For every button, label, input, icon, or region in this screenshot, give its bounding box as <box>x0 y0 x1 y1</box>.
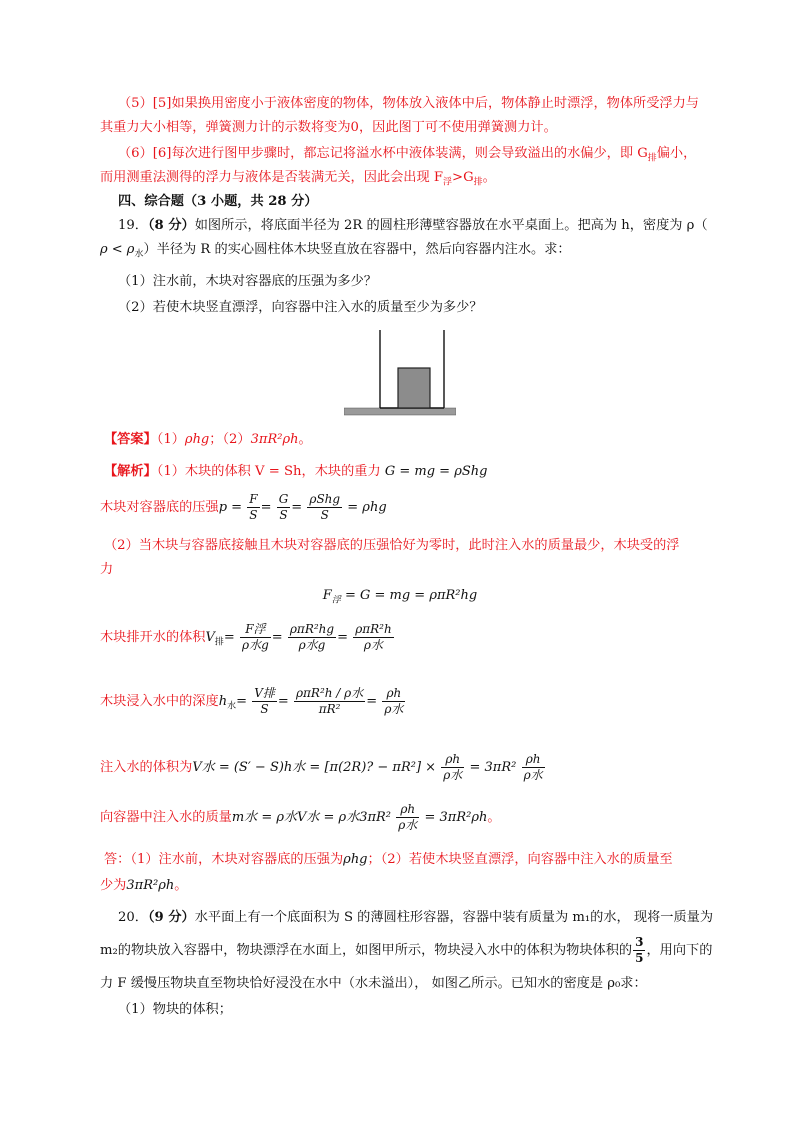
buoyancy-equation: $F_浮 = G$ = mg = ρπR²hg <box>322 588 478 606</box>
container-figure <box>344 326 456 418</box>
sub-question: （1）注水前，木块对容器底的压强为多少？ <box>118 274 377 289</box>
final-answer-line: 答：（1）注水前，木块对容器底的压强为ρhg；（2）若使木块竖直漂浮，向容器中注入水的质量至 <box>104 852 673 867</box>
section-heading: 四、综合题（3 小题，共 28 分） <box>118 194 318 209</box>
text-line: $\rho < \rho_水$）半径为 R 的实心圆柱体木块竖直放在容器中，然后向容器内注水。求： <box>100 242 571 260</box>
sub-question: （2）若使木块竖直漂浮，向容器中注入水的质量至少为多少？ <box>118 300 483 315</box>
text-line: m₂的物块放入容器中，物块漂浮在水面上，如图甲所示，物块浸入水中的体积为物块体积的 $\frac{3}{5}$ ，用向下的 <box>100 935 713 965</box>
wood-block <box>398 368 430 408</box>
text-line: 其重力大小相等，弹簧测力计的示数将变为0，因此图丁可不使用弹簧测力计。 <box>100 120 557 135</box>
text-line: （6）[6]每次进行图甲步骤时，都忘记将溢水杯中液体装满，则会导致溢出的水偏少，即 $G_排$偏小， <box>118 146 697 164</box>
water-volume-equation: 注入水的体积为V水 = (S′ − S)h水 = [π(2R)? − πR²] × $\frac{\rho h}{\text{ρ水}}$ = 3πR² $\frac{\rho h}{\text{ρ水}}$ <box>100 752 543 782</box>
displaced-volume-equation: 木块排开水的体积$V_排=$ $\frac{\text{F浮}}{\text{ρ水g}}$ = $\frac{\text{ρπR²hg}}{\text{ρ水g}}$ = $\frac{\text{ρπR²h}}{\text{ρ水}}$ <box>100 622 392 652</box>
table-surface <box>344 408 456 415</box>
explanation-line: 【解析】（1）木块的体积 V = Sh，木块的重力 G = mg = ρShg <box>104 464 488 479</box>
text-line: 而用测重法测得的浮力与液体是否装满无关，因此会出现 $F_浮>G_排$。 <box>100 170 496 188</box>
depth-equation: 木块浸入水中的深度$h_水=$ $\frac{\text{V排}}{S}$ = $\frac{\text{ρπR²h / ρ水}}{\text{πR²}}$ = $\frac{\rho h}{\text{ρ水}}$ <box>100 686 404 716</box>
answer-line: 【答案】（1）ρhg；（2）3πR²ρh。 <box>104 432 312 447</box>
sub-question: （1）物块的体积； <box>118 1002 232 1017</box>
final-answer-line: 少为3πR²ρh。 <box>100 878 188 893</box>
text-line: （2）当木块与容器底接触且木块对容器底的压强恰好为零时，此时注入水的质量最少，木块受的浮 <box>104 538 680 553</box>
water-mass-equation: 向容器中注入水的质量m水 = ρ水V水 = ρ水3πR² $\frac{\rho h}{\text{ρ水}}$ = 3πR²ρh。 <box>100 802 501 832</box>
text-line: 力 <box>100 562 114 577</box>
text-line: 力 F 缓慢压物块直至物块恰好浸没在水中（水未溢出）， 如图乙所示。已知水的密度是 ρ₀求： <box>100 976 647 991</box>
question-20: 20．（9 分）水平面上有一个底面积为 S 的薄圆柱形容器，容器中装有质量为 m₁的水， 现将一质量为 <box>118 910 714 925</box>
question-19: 19．（8 分）如图所示，将底面半径为 2R 的圆柱形薄壁容器放在水平桌面上。把高为 h，密度为 ρ（ <box>118 218 708 233</box>
text-line: （5）[5]如果换用密度小于液体密度的物体，物体放入液体中后，物体静止时漂浮，物体所受浮力与 <box>118 96 699 111</box>
pressure-equation: 木块对容器底的压强p = $\frac{F}{S}$ = $\frac{G}{S}$ = $\frac{\text{ρShg}}{S}$ = ρhg <box>100 492 387 522</box>
